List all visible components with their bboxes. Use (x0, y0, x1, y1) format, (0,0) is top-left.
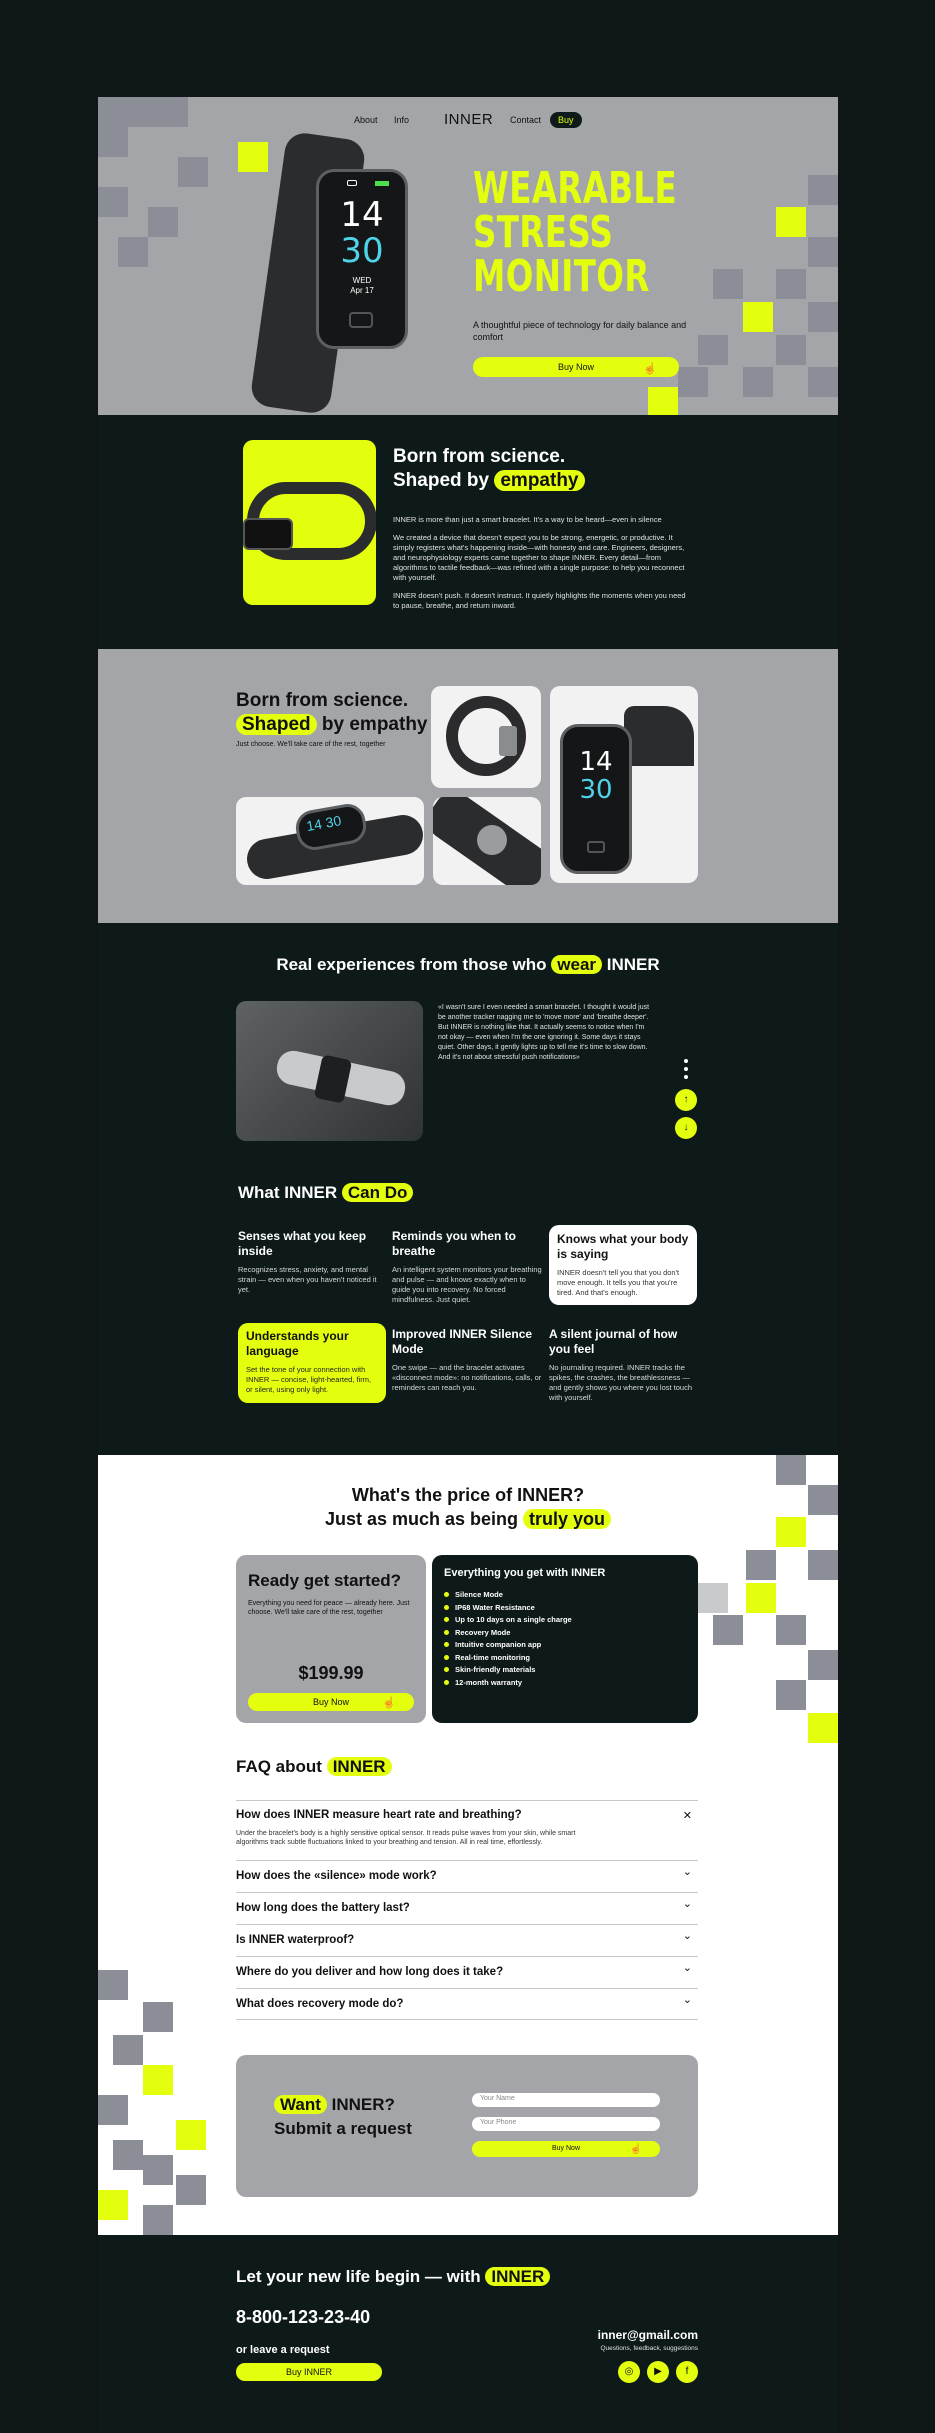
benefit-item: Up to 10 days on a single charge (444, 1614, 572, 1627)
decor-square (776, 335, 806, 365)
faq-item[interactable] (236, 1956, 698, 1988)
bullet-icon (444, 1605, 449, 1610)
science-title: Born from science. Shaped by empathy (393, 445, 585, 493)
faq-question: Where do you deliver and how long does it take? (236, 1966, 504, 1978)
feature-card: A silent journal of how you feel No journaling required. INNER tracks the spikes, the crashes, the breathlessness — and gently shows you where you lost touch with yourself. (549, 1327, 693, 1402)
decor-square (746, 1583, 776, 1613)
decor-square (648, 387, 678, 415)
watch-face (316, 169, 408, 349)
bracelet-screen (243, 518, 293, 550)
science-text: INNER is more than just a smart bracelet. It's a way to be heard—even in silence We created a device that doesn't expect you to be strong, energetic, or productive. It simply registers what's happening inside—with honesty and care. Engineers, designers, and neurophysiology experts came together to shape INNER. Every detail—from algorithms to tactile feedback—was refined with a single purpose: to help you reconnect with yourself. INNER doesn't push. It doesn't instruct. It quietly highlights the moments when you need to pause, breathe, and return inward. (393, 515, 686, 610)
benefits-list (444, 1589, 572, 1689)
cursor-hand-icon: ☝ (382, 1697, 396, 1709)
scroll-up-button[interactable] (675, 1089, 697, 1111)
bullet-icon (444, 1592, 449, 1597)
chevron-down-icon[interactable]: ⌄ (682, 1866, 692, 1878)
arrow-down-icon: ↓ (683, 1122, 689, 1133)
watch-day: WED (352, 276, 372, 285)
chevron-down-icon[interactable]: ⌄ (682, 1898, 692, 1910)
decor-square (776, 1615, 806, 1645)
footer (98, 2235, 838, 2433)
benefits-card (432, 1555, 698, 1723)
chevron-down-icon[interactable]: ⌄ (682, 1962, 692, 1974)
battery-icon (375, 181, 389, 186)
pricing-title: What's the price of INNER? Just as much as being truly you (98, 1483, 838, 1531)
chevron-down-icon[interactable]: ⌄ (682, 1930, 692, 1942)
gallery-caption: Just choose. We'll take care of the rest, together (236, 741, 386, 748)
faq-question: Is INNER waterproof? (236, 1934, 355, 1946)
faq-question: How does INNER measure heart rate and breathing? (236, 1809, 522, 1821)
decor-square (143, 2002, 173, 2032)
price-card-title: Ready get started? (248, 1571, 402, 1590)
pagination-dot[interactable] (684, 1059, 688, 1063)
decor-square (808, 1713, 838, 1743)
request-title: Want INNER? Submit a request (274, 2095, 412, 2138)
bullet-icon (444, 1642, 449, 1647)
feature-card: Senses what you keep inside Recognizes stress, anxiety, and mental strain — even when you haven't noticed it yet. (238, 1229, 377, 1294)
cursor-hand-icon: ☝ (629, 2144, 642, 2155)
nav-buy-button[interactable]: Buy (550, 112, 582, 128)
decor-square (808, 1550, 838, 1580)
faq-item[interactable] (236, 1860, 698, 1892)
benefit-item: Recovery Mode (444, 1627, 572, 1640)
gallery-photo-clasp (431, 686, 541, 788)
facebook-icon[interactable]: f (676, 2361, 698, 2383)
price-buy-button[interactable]: Buy Now ☝ (248, 1693, 414, 1711)
decor-square (776, 1455, 806, 1485)
decor-square (808, 367, 838, 397)
watch-date: Apr 17 (350, 286, 374, 295)
feature-card: Reminds you when to breathe An intelligent system monitors your breathing and pulse — and knows exactly when to guide you into recovery. No forced mindfulness. Just quiet. (392, 1229, 542, 1304)
cursor-hand-icon: ☝ (643, 363, 657, 375)
decor-square (98, 1970, 128, 2000)
decor-square (98, 2190, 128, 2220)
decor-square (808, 1650, 838, 1680)
reviews-section (98, 923, 838, 1455)
benefits-title: Everything you get with INNER (444, 1567, 606, 1579)
decor-square (143, 2065, 173, 2095)
decor-square (808, 302, 838, 332)
watch-minutes: 30 (340, 231, 384, 271)
benefit-item: Intuitive companion app (444, 1639, 572, 1652)
decor-square (98, 2095, 128, 2125)
faq-item[interactable] (236, 1924, 698, 1956)
pagination-dot[interactable] (684, 1075, 688, 1079)
decor-square (143, 2155, 173, 2185)
decor-square (143, 2205, 173, 2235)
footer-title: Let your new life begin — with INNER (236, 2265, 550, 2289)
decor-square (713, 1615, 743, 1645)
landing-page (98, 97, 838, 2433)
scroll-down-button[interactable] (675, 1117, 697, 1139)
benefit-item: Skin-friendly materials (444, 1664, 572, 1677)
benefit-item: Real-time monitoring (444, 1652, 572, 1665)
logo[interactable]: INNER (444, 111, 494, 128)
hero-buy-button[interactable]: Buy Now ☝ (473, 357, 679, 377)
decor-square (746, 1550, 776, 1580)
science-image (243, 440, 376, 605)
request-form-card (236, 2055, 698, 2197)
feature-card: Improved INNER Silence Mode One swipe — and the bracelet activates «disconnect mode»: no notifications, calls, or reminders can reach you. (392, 1327, 542, 1392)
decor-square (776, 1680, 806, 1710)
hero-title: WEARABLE STRESS MONITOR (473, 163, 678, 302)
pricing-faq-section (98, 1455, 838, 2235)
science-section (98, 415, 838, 649)
faq-item-open[interactable] (236, 1800, 698, 1860)
bullet-icon (444, 1630, 449, 1635)
footer-email-caption: Questions, feedback, suggestions (600, 2345, 698, 2352)
gallery-photo-side: 14 30 (236, 797, 424, 885)
reviews-title: Real experiences from those who wear INNER (276, 955, 660, 974)
faq-question: What does recovery mode do? (236, 1998, 404, 2010)
bullet-icon (444, 1667, 449, 1672)
decor-square (743, 302, 773, 332)
decor-square (776, 207, 806, 237)
gallery-section (98, 649, 838, 923)
benefit-item: Silence Mode (444, 1589, 572, 1602)
footer-phone[interactable]: 8-800-123-23-40 (236, 2307, 371, 2327)
decor-square (743, 367, 773, 397)
instagram-icon[interactable]: ◎ (618, 2361, 640, 2383)
phone-input[interactable]: Your Phone (472, 2117, 660, 2131)
decor-square (98, 187, 128, 217)
name-input[interactable]: Your Name (472, 2093, 660, 2107)
decor-square (776, 269, 806, 299)
decor-square (678, 367, 708, 397)
footer-buy-button[interactable]: Buy INNER (236, 2363, 382, 2381)
bullet-icon (444, 1617, 449, 1622)
top-nav (98, 109, 838, 133)
faq-title: FAQ about INNER (236, 1755, 392, 1779)
gallery-title: Born from science. Shaped by empathy (236, 690, 428, 735)
benefit-item: IP68 Water Resistance (444, 1602, 572, 1615)
footer-email[interactable]: inner@gmail.com (597, 2328, 698, 2342)
feature-card-highlighted: Understands your language Set the tone of your connection with INNER — concise, light-hearted, firm, or silent, using only light. (238, 1323, 386, 1403)
gallery-photo-face: 14 30 (550, 686, 698, 883)
watch-hours: 14 (340, 195, 384, 235)
feature-card-highlighted: Knows what your body is saying INNER doesn't tell you that you don't move enough. It tells you that you're tired. And that's enough. (549, 1225, 697, 1305)
decor-square (698, 1583, 728, 1613)
hero-subtitle: A thoughtful piece of technology for daily balance and comfort (473, 320, 687, 342)
price: $199.99 (298, 1663, 364, 1683)
decor-square (113, 2140, 143, 2170)
nav-contact-link[interactable]: Contact (510, 115, 542, 125)
bluetooth-icon (347, 180, 357, 186)
arrow-up-icon: ↑ (683, 1094, 689, 1105)
price-card (236, 1555, 426, 1723)
faq-answer: Under the bracelet's body is a highly sensitive optical sensor. It reads pulse waves from your skin, while smart algorithms track subtle fluctuations linked to your breathing and tension. All in real time, effortlessly. (236, 1830, 576, 1846)
nav-info-link[interactable]: Info (394, 115, 410, 125)
footer-leave-request: or leave a request (236, 2344, 330, 2356)
hero-section (98, 97, 838, 415)
faq-item[interactable] (236, 1892, 698, 1924)
benefit-item: 12-month warranty (444, 1677, 572, 1690)
decor-square (118, 237, 148, 267)
faq-question: How does the «silence» mode work? (236, 1870, 437, 1882)
decor-square (238, 142, 268, 172)
bullet-icon (444, 1655, 449, 1660)
pagination-dot[interactable] (684, 1067, 688, 1071)
features-title: What INNER Can Do (238, 1181, 413, 1205)
decor-square (113, 2035, 143, 2065)
review-photo (236, 1001, 423, 1141)
faq-question: How long does the battery last? (236, 1902, 410, 1914)
decor-square (698, 335, 728, 365)
decor-square (178, 157, 208, 187)
price-card-text: Everything you need for peace — already here. Just choose. We'll take care of the rest, together (248, 1600, 410, 1616)
decor-square (148, 207, 178, 237)
gallery-photo-sensor (433, 797, 541, 885)
youtube-icon[interactable]: ▶ (647, 2361, 669, 2383)
nav-about-link[interactable]: About (354, 115, 378, 125)
decor-square (808, 237, 838, 267)
bullet-icon (444, 1680, 449, 1685)
chevron-down-icon[interactable]: ⌄ (682, 1994, 692, 2006)
decor-square (808, 175, 838, 205)
request-submit-button[interactable]: Buy Now ☝ (472, 2141, 660, 2157)
decor-square (176, 2120, 206, 2150)
close-icon[interactable]: ✕ (682, 1810, 692, 1822)
watch-button (349, 312, 373, 328)
review-quote: «I wasn't sure I even needed a smart bracelet. I thought it would just be another tracker nagging me to 'move more' and 'breathe deeper'. But INNER is nothing like that. It actually seems to notice when I'm not okay — even when I'm the one ignoring it. Some days it stays quiet. Other days, it gently lights up to tell me it's time to slow down. And it's not about stressful push notifications» (438, 1004, 650, 1061)
decor-square (713, 269, 743, 299)
decor-square (176, 2175, 206, 2205)
faq-item[interactable] (236, 1988, 698, 2020)
